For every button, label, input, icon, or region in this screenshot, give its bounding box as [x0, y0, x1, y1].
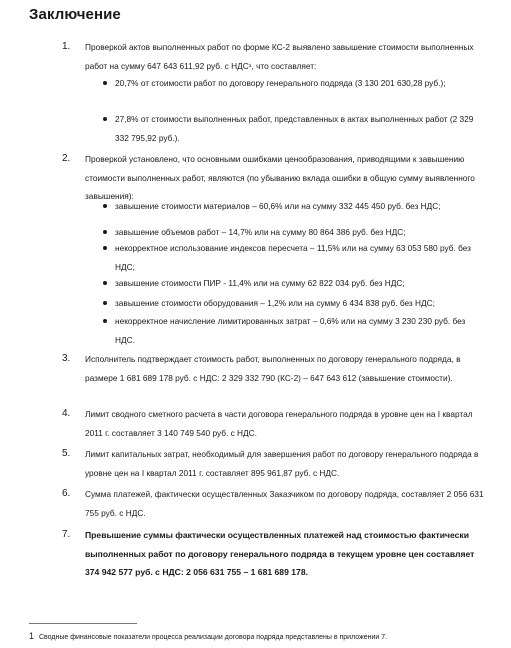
item-number: 6.: [62, 488, 71, 499]
footnote-number: 1: [29, 631, 35, 641]
bullet-text: завышение объемов работ – 14,7% или на сумму 80 864 386 руб. без НДС;: [115, 227, 406, 237]
footnote: [29, 631, 387, 641]
bullet-icon: [103, 281, 107, 285]
item-text: Сумма платежей, фактически осуществленных Заказчиком по договору подряда, составляет 2 056 631 755 руб. с НДС.: [85, 489, 484, 518]
bullet-icon: [103, 117, 107, 121]
footnote-text: Сводные финансовые показатели процесса реализации договора подряда представлены в приложении 7.: [38, 634, 388, 641]
item-number: 5.: [62, 448, 71, 459]
item-number: 3.: [62, 353, 71, 364]
bullet-icon: [103, 319, 107, 323]
bullet-text: некорректное использование индексов пересчета – 11,5% или на сумму 63 053 580 руб. без НДС;: [115, 243, 471, 272]
item-text: Проверкой актов выполненных работ по форме КС-2 выявлено завышение стоимости выполненных работ на сумму 647 643 611,92 руб. с НДС¹, что составляет:: [85, 42, 474, 71]
bullet-text: завышение стоимости ПИР - 11,4% или на сумму 62 822 034 руб. без НДС;: [115, 278, 405, 288]
item-text: Лимит сводного сметного расчета в части договора генерального подряда в уровне цен на I квартал 2011 г. составляет 3 140 749 540 руб. с НДС.: [85, 409, 473, 438]
bullet-text: завышение стоимости материалов – 60,6% или на сумму 332 445 450 руб. без НДС;: [115, 201, 441, 211]
bullet-icon: [103, 246, 107, 250]
bullet-icon: [103, 204, 107, 208]
item-number: 4.: [62, 408, 71, 419]
bullet-text: 27,8% от стоимости выполненных работ, представленных в актах выполненных работ (2 329 332 795,92 руб.).: [115, 114, 474, 143]
item-text: Исполнитель подтверждает стоимость работ, выполненных по договору генерального подряда, в размере 1 681 689 178 руб. с НДС: 2 329 332 790 (КС-2) – 647 643 612 (завышение стоимости).: [85, 354, 461, 383]
bullet-icon: [103, 230, 107, 234]
bullet-icon: [103, 81, 107, 85]
bullet-icon: [103, 301, 107, 305]
item-text: Превышение суммы фактически осуществленных платежей над стоимостью фактически выполненных работ по договору генерального подряда в текущем уровне цен составляет 374 942 577 руб. с НДС: 2 056 631 755 – 1 681 689 178.: [85, 530, 475, 577]
bullet-text: некорректное начисление лимитированных затрат – 0,6% или на сумму 3 230 230 руб. без НДС.: [115, 316, 466, 345]
page-title: Заключение: [29, 6, 121, 23]
item-text: Лимит капитальных затрат, необходимый для завершения работ по договору генерального подряда в уровне цен на I квартал 2011 г. составляет 895 961,87 руб. с НДС.: [85, 449, 479, 478]
item-number: 2.: [62, 153, 71, 164]
bullet-text: 20,7% от стоимости работ по договору генерального подряда (3 130 201 630,28 руб.);: [115, 78, 446, 88]
item-text: Проверкой установлено, что основными ошибками ценообразования, приводящими к завышению стоимости выполненных работ, являются (по убыванию вклада ошибки в общую сумму выявленного завышения):: [85, 154, 475, 201]
bullet-text: завышение стоимости оборудования – 1,2% или на сумму 6 434 838 руб. без НДС;: [115, 298, 435, 308]
footnote-divider: [29, 623, 137, 624]
item-number: 1.: [62, 41, 71, 52]
item-number: 7.: [62, 529, 71, 540]
